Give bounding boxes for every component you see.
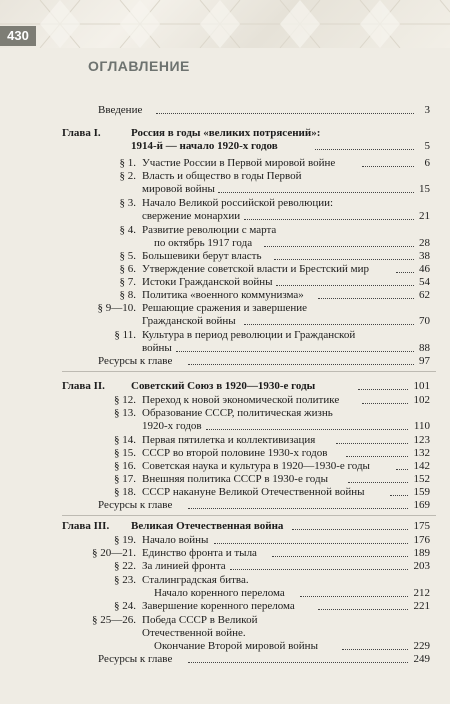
- toc-entry-page: 142: [413, 460, 430, 472]
- toc-entry-page: 54: [419, 276, 430, 288]
- toc-entry-text-line2: мировой войны: [142, 183, 215, 195]
- geometric-pattern-icon: [0, 0, 450, 48]
- section-label: § 3.: [119, 197, 136, 209]
- leader-dots: [206, 429, 408, 430]
- section-label: § 13.: [114, 407, 136, 419]
- leader-dots: [188, 508, 408, 509]
- toc-entry-text: Участие России в Первой мировой войне: [142, 157, 336, 169]
- toc-entry-text: Советский Союз в 1920—1930-е годы: [131, 380, 316, 392]
- toc-entry-text: Образование СССР, политическая жизнь: [142, 407, 333, 419]
- toc-entry-page: 62: [419, 289, 430, 301]
- toc-entry-page: 110: [413, 420, 430, 432]
- leader-dots: [342, 649, 408, 650]
- section-label: § 19.: [114, 534, 136, 546]
- toc-entry-text: Ресурсы к главе: [98, 499, 173, 511]
- toc-entry-page: 38: [419, 250, 430, 262]
- toc-entry-page: 5: [424, 140, 430, 152]
- leader-dots: [358, 389, 408, 390]
- section-label: § 5.: [119, 250, 136, 262]
- chapter-label: Глава III.: [62, 520, 110, 532]
- toc-entry-text-line3: Окончание Второй мировой войны: [154, 640, 318, 652]
- leader-dots: [276, 285, 414, 286]
- toc-entry-text: Утверждение советской власти и Брестский мир: [142, 263, 370, 275]
- toc-entry-text: Власть и общество в годы Первой: [142, 170, 302, 182]
- leader-dots: [346, 456, 408, 457]
- leader-dots: [300, 596, 408, 597]
- toc-entry-page: 123: [413, 434, 430, 446]
- leader-dots: [244, 219, 414, 220]
- section-label: § 4.: [119, 224, 136, 236]
- toc-entry-text: За линией фронта: [142, 560, 226, 572]
- leader-dots: [396, 272, 414, 273]
- section-label: § 8.: [119, 289, 136, 301]
- toc-entry-page: 221: [413, 600, 430, 612]
- toc-entry-text-line2: по октябрь 1917 года: [154, 237, 253, 249]
- toc-entry-page: 70: [419, 315, 430, 327]
- leader-dots: [318, 609, 408, 610]
- decorative-header-band: [0, 0, 450, 48]
- chapter-divider: [62, 515, 436, 516]
- section-label: § 24.: [114, 600, 136, 612]
- leader-dots: [188, 662, 408, 663]
- toc-entry-text: Россия в годы «великих потрясений»:: [131, 127, 321, 139]
- section-label: § 16.: [114, 460, 136, 472]
- toc-entry-page: 152: [413, 473, 430, 485]
- section-label: § 9—10.: [97, 302, 136, 314]
- section-label: § 11.: [114, 329, 136, 341]
- toc-entry-text-line2: Отечественной войне.: [142, 627, 246, 639]
- toc-entry-text: Сталинградская битва.: [142, 574, 249, 586]
- toc-entry-text-line2: войны: [142, 342, 172, 354]
- section-label: § 14.: [114, 434, 136, 446]
- leader-dots: [336, 443, 408, 444]
- section-label: § 7.: [119, 276, 136, 288]
- toc-entry-text: Завершение коренного перелома: [142, 600, 295, 612]
- toc-entry-page: 3: [424, 104, 430, 116]
- toc-entry-text: Великая Отечественная война: [131, 520, 284, 532]
- toc-entry-text: Начало Великой российской революции:: [142, 197, 334, 209]
- leader-dots: [244, 324, 414, 325]
- toc-entry-text: Развитие революции с марта: [142, 224, 277, 236]
- section-label: § 12.: [114, 394, 136, 406]
- toc-entry-page: 189: [413, 547, 430, 559]
- toc-entry-text: Большевики берут власть: [142, 250, 262, 262]
- toc-entry-text-line2: Гражданской войны: [142, 315, 236, 327]
- toc-entry-text-line2: Начало коренного перелома: [154, 587, 285, 599]
- toc-entry-page: 175: [413, 520, 430, 532]
- toc-entry-text: Советская наука и культура в 1920—1930-е годы: [142, 460, 370, 472]
- section-label: § 1.: [119, 157, 136, 169]
- toc-entry-text-line2: свержение монархии: [142, 210, 241, 222]
- leader-dots: [230, 569, 408, 570]
- leader-dots: [264, 246, 414, 247]
- chapter-label: Глава I.: [62, 127, 101, 139]
- section-label: § 23.: [114, 574, 136, 586]
- leader-dots: [274, 259, 414, 260]
- toc-entry-page: 169: [413, 499, 430, 511]
- toc-entry-text-line2: 1914-й — начало 1920-х годов: [131, 140, 278, 152]
- leader-dots: [218, 192, 414, 193]
- toc-entry-text: Победа СССР в Великой: [142, 614, 258, 626]
- toc-entry-page: 6: [424, 157, 430, 169]
- toc-entry-text: Переход к новой экономической политике: [142, 394, 340, 406]
- toc-entry-text: Внешняя политика СССР в 1930-е годы: [142, 473, 328, 485]
- section-label: § 25—26.: [92, 614, 136, 626]
- toc-entry-page: 176: [413, 534, 430, 546]
- toc-entry-text: Начало войны: [142, 534, 209, 546]
- chapter-label: Глава II.: [62, 380, 105, 392]
- leader-dots: [292, 529, 408, 530]
- toc-entry-text: Истоки Гражданской войны: [142, 276, 273, 288]
- page-number: 430: [0, 26, 36, 46]
- toc-entry-page: 203: [413, 560, 430, 572]
- toc-entry-page: 212: [413, 587, 430, 599]
- toc-entry-text: СССР во второй половине 1930-х годов: [142, 447, 328, 459]
- toc-entry-page: 97: [419, 355, 430, 367]
- toc-entry-page: 102: [413, 394, 430, 406]
- toc-entry-page: 229: [413, 640, 430, 652]
- toc-entry-text: Культура в период революции и Гражданской: [142, 329, 356, 341]
- leader-dots: [362, 166, 414, 167]
- toc-entry-text: Первая пятилетка и коллективизация: [142, 434, 316, 446]
- leader-dots: [390, 495, 408, 496]
- toc-entry-page: 101: [413, 380, 430, 392]
- toc-entry-text: СССР накануне Великой Отечественной войны: [142, 486, 365, 498]
- leader-dots: [348, 482, 408, 483]
- toc-entry-text: Ресурсы к главе: [98, 653, 173, 665]
- section-label: § 22.: [114, 560, 136, 572]
- leader-dots: [318, 298, 414, 299]
- toc-entry-page: 28: [419, 237, 430, 249]
- section-label: § 6.: [119, 263, 136, 275]
- leader-dots: [315, 149, 414, 150]
- toc-entry-text: Введение: [98, 104, 143, 116]
- leader-dots: [214, 543, 408, 544]
- section-label: § 17.: [114, 473, 136, 485]
- toc-entry-text-line2: 1920-х годов: [142, 420, 202, 432]
- leader-dots: [362, 403, 408, 404]
- page-title: ОГЛАВЛЕНИЕ: [88, 58, 190, 74]
- section-label: § 2.: [119, 170, 136, 182]
- chapter-divider: [62, 371, 436, 372]
- toc-entry-text: Ресурсы к главе: [98, 355, 173, 367]
- toc-entry-text: Политика «военного коммунизма»: [142, 289, 304, 301]
- leader-dots: [396, 469, 408, 470]
- section-label: § 18.: [114, 486, 136, 498]
- toc-entry-page: 46: [419, 263, 430, 275]
- leader-dots: [188, 364, 414, 365]
- toc-entry-page: 21: [419, 210, 430, 222]
- toc-entry-page: 249: [413, 653, 430, 665]
- toc-entry-text: Решающие сражения и завершение: [142, 302, 307, 314]
- toc-entry-page: 159: [413, 486, 430, 498]
- leader-dots: [176, 351, 414, 352]
- leader-dots: [272, 556, 408, 557]
- toc-entry-page: 88: [419, 342, 430, 354]
- section-label: § 15.: [114, 447, 136, 459]
- toc-entry-page: 132: [413, 447, 430, 459]
- section-label: § 20—21.: [92, 547, 136, 559]
- toc-entry-text: Единство фронта и тыла: [142, 547, 257, 559]
- leader-dots: [156, 113, 414, 114]
- toc-entry-page: 15: [419, 183, 430, 195]
